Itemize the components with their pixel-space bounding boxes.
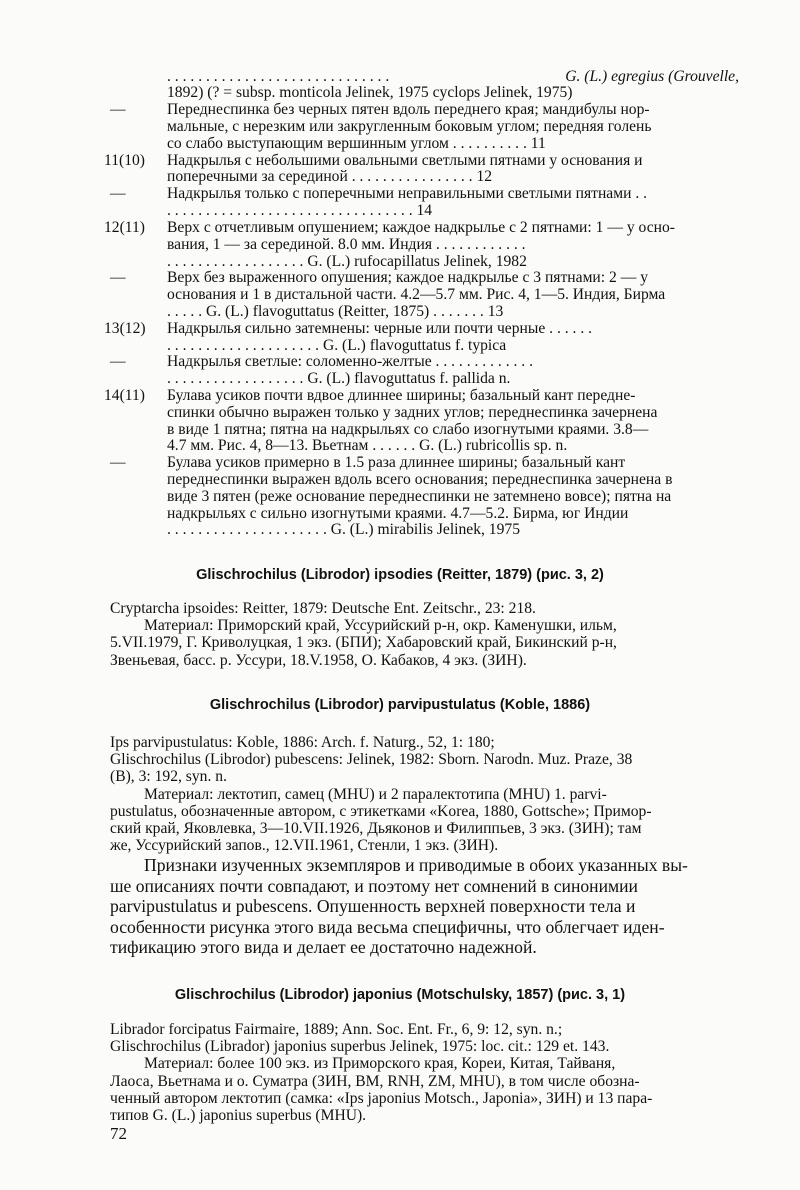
material-line: ченный автором лектотип (самка: «Ips japonius Motsch., Japonia», ЗИН) и 13 пара-: [110, 1089, 653, 1107]
discussion-line: особенности рисунка этого вида весьма специфичны, что облегчает иден-: [110, 916, 665, 937]
key-number: 13(12): [104, 320, 146, 337]
key-number: 14(11): [104, 387, 145, 404]
key-line: 1892) (? = subsp. monticola Jelinek, 1975 cyclops Jelinek, 1975): [167, 84, 573, 101]
key-number: 12(11): [104, 219, 145, 236]
material-line: Лаоса, Вьетнама и о. Суматра (ЗИН, BM, RNH, ZM, MHU), в том числе обозна-: [110, 1072, 640, 1090]
synonym-line: Glischrochilus (Librador) japonius superbus Jelinek, 1975: loc. cit.: 129 et. 143.: [110, 1038, 610, 1056]
key-line: . . . . . . . . . . . . . . . . . . G. (L.) rufocapillatus Jelinek, 1982: [167, 253, 527, 270]
key-line-end: G. (L.) egregius (Grouvelle,: [565, 68, 739, 85]
section-heading: Glischrochilus (Librodor) parvipustulatus (Koble, 1886): [209, 697, 591, 713]
synonym-line: Cryptarcha ipsoides: Reitter, 1879: Deutsche Ent. Zeitschr., 23: 218.: [110, 600, 536, 617]
key-line: Надкрылья с небольшими овальными светлыми пятнами у основания и: [167, 152, 643, 169]
key-line: со слабо выступающим вершинным углом . . . . . . . . . . 11: [167, 135, 546, 152]
key-line: 4.7 мм. Рис. 4, 8—13. Вьетнам . . . . . . G. (L.) rubricollis sp. n.: [167, 437, 568, 454]
key-line: Верх без выраженного опушения; каждое надкрылье с 3 пятнами: 2 — у: [167, 269, 648, 286]
material-line: Материал: лектотип, самец (MHU) и 2 паралектотипа (MHU) 1. parvi-: [144, 785, 607, 803]
key-number: —: [110, 101, 126, 118]
discussion-line: parvipustulatus и pubescens. Опушенность верхней поверхности тела и: [110, 896, 636, 917]
key-number: —: [110, 185, 126, 202]
material-line: 5.VII.1979, Г. Криволуцкая, 1 экз. (БПИ); Хабаровский край, Бикинский р-н,: [110, 634, 617, 652]
synonym-line: Librador forcipatus Fairmaire, 1889; Ann. Soc. Ent. Fr., 6, 9: 12, syn. n.;: [110, 1021, 563, 1038]
section-heading: Glischrochilus (Librodor) japonius (Motschulsky, 1857) (рис. 3, 1): [174, 987, 626, 1003]
discussion-line: ше описаниях почти совпадают, и поэтому нет сомнений в синонимии: [110, 875, 638, 896]
section-text: [110, 1021, 740, 1124]
key-line: Переднеспинка без черных пятен вдоль переднего края; мандибулы нор-: [167, 101, 650, 118]
key-line: Верх с отчетливым опушением; каждое надкрылье с 2 пятнами: 1 — у осно-: [167, 219, 675, 236]
section-text: [110, 734, 740, 854]
material-line: Материал: более 100 экз. из Приморского края, Кореи, Китая, Тайваня,: [144, 1055, 616, 1073]
section-text: [110, 600, 740, 669]
synonym-line: Ips parvipustulatus: Koble, 1886: Arch. f. Naturg., 52, 1: 180;: [110, 734, 495, 751]
key-line: Надкрылья сильно затемнены: черные или почти черные . . . . . .: [167, 320, 593, 337]
key-line: Надкрылья светлые: соломенно-желтые . . . . . . . . . . . . .: [167, 353, 533, 370]
material-line: типов G. (L.) japonius superbus (MHU).: [110, 1107, 367, 1125]
key-line: . . . . . . . . . . . . . . . . . . G. (L.) flavoguttatus f. pallida n.: [167, 370, 511, 387]
key-line: переднеспинки выражен вдоль всего основания; переднеспинка зачернена в: [167, 471, 673, 488]
key-line: . . . . . G. (L.) flavoguttatus (Reitter, 1875) . . . . . . . 13: [167, 303, 504, 320]
key-line: в виде 1 пятна; пятна на надкрыльях со слабо изогнутыми краями. 3.8—: [167, 421, 649, 438]
material-line: Материал: Приморский край, Уссурийский р-н, окр. Каменушки, ильм,: [144, 617, 617, 635]
key-number: —: [110, 454, 126, 471]
key-number: —: [110, 269, 126, 286]
discussion-paragraph: [110, 855, 740, 958]
key-line: . . . . . . . . . . . . . . . . . . . . G. (L.) flavoguttatus f. typica: [167, 337, 507, 354]
discussion-line: тификацию этого вида и делает ее достаточно надежной.: [110, 937, 537, 958]
key-number: —: [110, 353, 126, 370]
page-number: 72: [110, 1124, 127, 1143]
key-line: Булава усиков примерно в 1.5 раза длиннее ширины; базальный кант: [167, 454, 626, 471]
material-line: же, Уссурийский запов., 12.VII.1961, Стенли, 1 экз. (ЗИН).: [110, 837, 499, 855]
key-line: мальные, с нерезким или закругленным боковым углом; передняя голень: [167, 118, 652, 135]
synonym-line: Glischrochilus (Librodor) pubescens: Jelinek, 1982: Sborn. Narodn. Muz. Praze, 38: [110, 751, 633, 769]
key-line: виде 3 пятен (реже основание переднеспинки не затемнено вовсе); пятна на: [167, 488, 672, 505]
discussion-line: Признаки изученных экземпляров и приводимые в обоих указанных вы-: [144, 855, 688, 875]
synonym-line: (B), 3: 192, syn. n.: [110, 768, 227, 786]
key-line: поперечными за серединой . . . . . . . . . . . . . . . . 12: [167, 168, 493, 185]
key-line: Надкрылья только с поперечными неправильными светлыми пятнами . .: [167, 185, 648, 202]
key-line: основания и 1 в дистальной части. 4.2—5.7 мм. Рис. 4, 1—5. Индия, Бирма: [167, 286, 666, 303]
material-line: ский край, Яковлевка, 3—10.VII.1926, Дьяконов и Филиппьев, 3 экз. (ЗИН); там: [110, 820, 642, 838]
section-heading: Glischrochilus (Librodor) ipsodies (Reitter, 1879) (рис. 3, 2): [196, 567, 604, 583]
material-line: pustulatus, обозначенные автором, с этикетками «Korea, 1880, Gottsche»; Примор-: [110, 802, 652, 820]
key-line: надкрыльях с сильно изогнутыми краями. 4.7—5.2. Бирма, юг Индии: [167, 505, 629, 522]
key-line: . . . . . . . . . . . . . . . . . . . . . . . . . . . . .: [167, 68, 390, 85]
key-line: . . . . . . . . . . . . . . . . . . . . . G. (L.) mirabilis Jelinek, 1975: [167, 521, 520, 538]
key-number: 11(10): [104, 152, 145, 169]
key-line: вания, 1 — за серединой. 8.0 мм. Индия . . . . . . . . . . . .: [167, 236, 526, 253]
key-line: . . . . . . . . . . . . . . . . . . . . . . . . . . . . . . . . 14: [167, 202, 433, 219]
key-line: Булава усиков почти вдвое длиннее ширины; базальный кант передне-: [167, 387, 636, 404]
material-line: Звеньевая, басс. р. Уссури, 18.V.1958, О. Кабаков, 4 экз. (ЗИН).: [110, 651, 527, 669]
key-line: спинки обычно выражен только у задних углов; переднеспинка зачернена: [167, 404, 658, 421]
